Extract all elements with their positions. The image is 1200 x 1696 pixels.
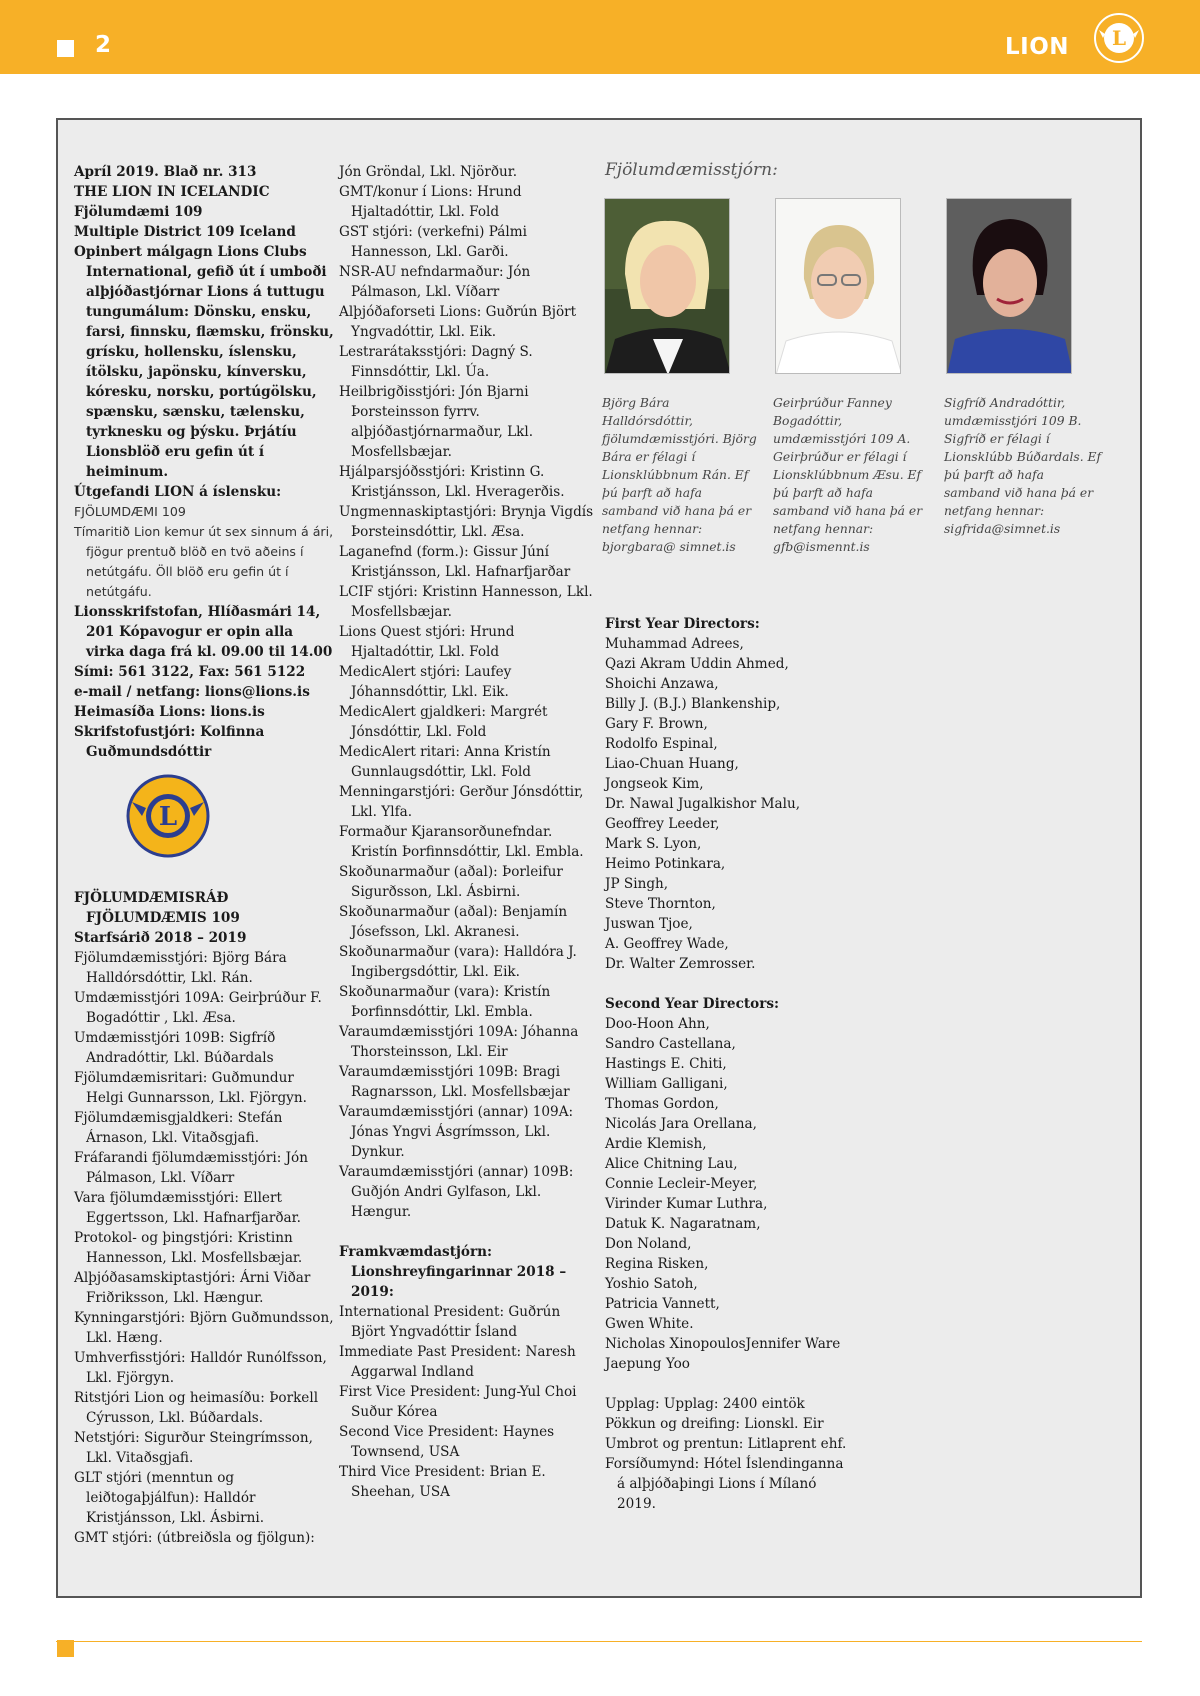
first-year-heading: First Year Directors:	[605, 616, 760, 632]
director-name: Connie Lecleir-Meyer,	[605, 1176, 758, 1192]
office-address: Lionsskrifstofan, Hlíðasmári 14, 201 Kópavogur er opin alla virka daga frá kl. 09.00 til 14.00	[74, 604, 333, 660]
executive-entry: Second Vice President: Haynes Townsend, USA	[339, 1424, 555, 1460]
role-entry: Heilbrigðisstjóri: Jón Bjarni Þorsteinsson fyrrv. alþjóðastjórnarmaður, Lkl. Mosfellsbæjar.	[339, 384, 534, 460]
council-term: Starfsárið 2018 – 2019	[74, 930, 247, 946]
director-name: Steve Thornton,	[605, 896, 716, 912]
council-heading-italic: Fjölumdæmisstjórn:	[605, 160, 778, 180]
director-name: Rodolfo Espinal,	[605, 736, 718, 752]
director-name: Thomas Gordon,	[605, 1096, 719, 1112]
director-name: Doo-Hoon Ahn,	[605, 1016, 710, 1032]
publisher-heading: Útgefandi LION á íslensku:	[74, 484, 282, 500]
director-name: Gwen White.	[605, 1316, 694, 1332]
page-marker-square	[57, 40, 74, 57]
svg-text:L: L	[158, 802, 178, 832]
portrait-photo	[946, 198, 1072, 374]
role-entry: Laganefnd (form.): Gissur Júní Kristjánsson, Lkl. Hafnarfjarðar	[339, 544, 571, 580]
council-entry: Umdæmisstjóri 109B: Sigfríð Andradóttir, Lkl. Búðardals	[74, 1030, 276, 1066]
layout-printing: Umbrot og prentun: Litlaprent ehf.	[605, 1436, 847, 1452]
footer-square	[57, 1640, 74, 1657]
page-number: 2	[95, 32, 112, 58]
role-entry: LCIF stjóri: Kristinn Hannesson, Lkl. Mosfellsbæjar.	[339, 584, 593, 620]
executive-heading: Framkvæmdastjórn: Lionshreyfingarinnar 2018 – 2019:	[339, 1244, 567, 1300]
role-entry: MedicAlert stjóri: Laufey Jóhannsdóttir, Lkl. Eik.	[339, 664, 512, 700]
role-entry: GMT/konur í Lions: Hrund Hjaltadóttir, Lkl. Fold	[339, 184, 522, 220]
role-entry: Varaumdæmisstjóri (annar) 109A: Jónas Yngvi Ásgrímsson, Lkl. Dynkur.	[339, 1104, 574, 1160]
director-name: Sandro Castellana,	[605, 1036, 736, 1052]
council-entry: Fjölumdæmisgjaldkeri: Stefán Árnason, Lkl. Vitaðsgjafi.	[74, 1110, 283, 1146]
director-name: Jongseok Kim,	[605, 776, 704, 792]
role-entry: Skoðunarmaður (aðal): Benjamín Jósefsson, Lkl. Akranesi.	[339, 904, 568, 940]
director-name: Gary F. Brown,	[605, 716, 708, 732]
director-name: Alice Chitning Lau,	[605, 1156, 738, 1172]
official-organ-text: Opinbert málgagn Lions Clubs International, gefið út í umboði alþjóðastjórnar Lions á tuttugu tungumálum: Dönsku, ensku, farsi, finnsku, flæmsku, frönsku, grísku, hollensku, íslensku, ítölsku, japönsku, kínversku, kóresku, norsku, portúgölsku, spænsku, sænsku, tælensku, tyrknesku og þýsku. Þrjátíu Lionsblöð eru gefin út í heiminum.	[74, 244, 334, 480]
executive-entry: International President: Guðrún Björt Yngvadóttir Ísland	[339, 1304, 561, 1340]
role-entry: Menningarstjóri: Gerður Jónsdóttir, Lkl. Ylfa.	[339, 784, 584, 820]
svg-text:L: L	[1111, 26, 1127, 50]
second-year-heading: Second Year Directors:	[605, 996, 780, 1012]
director-name: Nicholas XinopoulosJennifer Ware	[605, 1336, 841, 1352]
role-entry: Varaumdæmisstjóri 109A: Jóhanna Thorsteinsson, Lkl. Eir	[339, 1024, 579, 1060]
office-email: e-mail / netfang: lions@lions.is	[74, 684, 310, 700]
director-name: Qazi Akram Uddin Ahmed,	[605, 656, 789, 672]
role-entry: Skoðunarmaður (vara): Kristín Þorfinnsdóttir, Lkl. Embla.	[339, 984, 551, 1020]
council-entry: GLT stjóri (menntun og leiðtogaþjálfun): Halldór Kristjánsson, Lkl. Ásbirni.	[74, 1470, 265, 1526]
publisher-name: FJÖLUMDÆMI 109	[74, 504, 186, 519]
director-name: Billy J. (B.J.) Blankenship,	[605, 696, 781, 712]
director-name: Regina Risken,	[605, 1256, 709, 1272]
office-phone: Sími: 561 3122, Fax: 561 5122	[74, 664, 306, 680]
director-name: Dr. Walter Zemrosser.	[605, 956, 756, 972]
director-name: Liao-Chuan Huang,	[605, 756, 739, 772]
director-name: Shoichi Anzawa,	[605, 676, 719, 692]
director-name: Dr. Nawal Jugalkishor Malu,	[605, 796, 801, 812]
role-entry: MedicAlert ritari: Anna Kristín Gunnlaugsdóttir, Lkl. Fold	[339, 744, 551, 780]
director-name: A. Geoffrey Wade,	[605, 936, 729, 952]
council-entry: Alþjóðasamskiptastjóri: Árni Viðar Friðriksson, Lkl. Hængur.	[74, 1270, 311, 1306]
role-entry: Varaumdæmisstjóri 109B: Bragi Ragnarsson, Lkl. Mosfellsbæjar	[339, 1064, 570, 1100]
portrait-caption: Björg Bára Halldórsdóttir, fjölumdæmisstjóri. Björg Bára er félagi í Lionsklúbbnum Rán. Ef þú þarft að hafa samband við hana þá er netfang hennar: bjorgbara@ simnet.is	[602, 396, 757, 554]
director-name: Datuk K. Nagaratnam,	[605, 1216, 761, 1232]
director-name: William Galligani,	[605, 1076, 728, 1092]
role-entry: Skoðunarmaður (vara): Halldóra J. Ingibergsdóttir, Lkl. Eik.	[339, 944, 577, 980]
director-name: Patricia Vannett,	[605, 1296, 720, 1312]
office-manager: Skrifstofustjóri: Kolfinna Guðmundsdóttir	[74, 724, 265, 760]
portrait-caption: Sigfríð Andradóttir, umdæmisstjóri 109 B. Sigfríð er félagi í Lionsklúbb Búðardals. Ef þú þarft að hafa samband við hana þá er netfang hennar: sigfrida@simnet.is	[944, 396, 1102, 536]
council-entry: Fráfarandi fjölumdæmisstjóri: Jón Pálmason, Lkl. Víðarr	[74, 1150, 308, 1186]
council-entry: Umdæmisstjóri 109A: Geirþrúður F. Bogadóttir , Lkl. Æsa.	[74, 990, 322, 1026]
role-entry: Alþjóðaforseti Lions: Guðrún Björt Yngvadóttir, Lkl. Eik.	[339, 304, 577, 340]
masthead-column	[74, 162, 334, 762]
council-entry: Fjölumdæmisritari: Guðmundur Helgi Gunnarsson, Lkl. Fjörgyn.	[74, 1070, 307, 1106]
directors-column	[605, 614, 855, 1514]
lions-logo-icon	[1093, 12, 1145, 64]
council-column	[74, 888, 334, 1548]
role-entry: Varaumdæmisstjóri (annar) 109B: Guðjón Andri Gylfason, Lkl. Hængur.	[339, 1164, 574, 1220]
director-name: Mark S. Lyon,	[605, 836, 702, 852]
publication-frequency: Tímaritið Lion kemur út sex sinnum á ári, fjögur prentuð blöð en tvö aðeins í netútgáfu. Öll blöð eru gefin út í netútgáfu.	[74, 524, 334, 599]
role-entry: Lestrarátaksstjóri: Dagný S. Finnsdóttir, Lkl. Úa.	[339, 344, 533, 380]
executive-entry: Immediate Past President: Naresh Aggarwal Indland	[339, 1344, 576, 1380]
role-entry: Lions Quest stjóri: Hrund Hjaltadóttir, Lkl. Fold	[339, 624, 515, 660]
director-name: JP Singh,	[605, 876, 669, 892]
director-name: Geoffrey Leeder,	[605, 816, 720, 832]
magazine-name: LION	[1005, 34, 1070, 60]
role-entry: Skoðunarmaður (aðal): Þorleifur Sigurðsson, Lkl. Ásbirni.	[339, 864, 563, 900]
role-entry: NSR-AU nefndarmaður: Jón Pálmason, Lkl. Víðarr	[339, 264, 531, 300]
publication-title: THE LION IN ICELANDIC	[74, 184, 270, 200]
footer-rule	[56, 1641, 1142, 1642]
role-entry: Formaður Kjaransorðunefndar. Kristín Þorfinnsdóttir, Lkl. Embla.	[339, 824, 584, 860]
council-entry: Umhverfisstjóri: Halldór Runólfsson, Lkl. Fjörgyn.	[74, 1350, 327, 1386]
portrait-photo	[775, 198, 901, 374]
portrait-photo	[604, 198, 730, 374]
council-entry: GMT stjóri: (útbreiðsla og fjölgun):	[74, 1530, 315, 1546]
director-name: Hastings E. Chiti,	[605, 1056, 727, 1072]
director-name: Virinder Kumar Luthra,	[605, 1196, 768, 1212]
council-entry: Fjölumdæmisstjóri: Björg Bára Halldórsdóttir, Lkl. Rán.	[74, 950, 287, 986]
director-name: Don Noland,	[605, 1236, 692, 1252]
portrait-caption: Geirþrúður Fanney Bogadóttir, umdæmisstjóri 109 A. Geirþrúður er félagi í Lionsklúbbnum Æsu. Ef þú þarft að hafa samband við hana þá er netfang hennar: gfb@ismennt.is	[773, 396, 923, 554]
director-name: Yoshio Satoh,	[605, 1276, 698, 1292]
roles-column	[339, 162, 597, 1502]
website: Heimasíða Lions: lions.is	[74, 704, 265, 720]
council-entry: Protokol- og þingstjóri: Kristinn Hannesson, Lkl. Mosfellsbæjar.	[74, 1230, 303, 1266]
role-entry: Ungmennaskiptastjóri: Brynja Vigdís Þorsteinsdóttir, Lkl. Æsa.	[339, 504, 594, 540]
role-entry: MedicAlert gjaldkeri: Margrét Jónsdóttir, Lkl. Fold	[339, 704, 548, 740]
director-name: Ardie Klemish,	[605, 1136, 707, 1152]
council-entry: Ritstjóri Lion og heimasíðu: Þorkell Cýrusson, Lkl. Búðardals.	[74, 1390, 319, 1426]
print-run: Upplag: Upplag: 2400 eintök	[605, 1396, 805, 1412]
director-name: Jaepung Yoo	[605, 1356, 690, 1372]
district-line: Fjölumdæmi 109	[74, 204, 203, 220]
cover-photo-credit: Forsíðumynd: Hótel Íslendinganna á alþjóðaþingi Lions í Mílanó 2019.	[605, 1456, 844, 1512]
role-entry: Hjálparsjóðsstjóri: Kristinn G. Kristjánsson, Lkl. Hveragerðis.	[339, 464, 565, 500]
council-heading: FJÖLUMDÆMISRÁÐ FJÖLUMDÆMIS 109	[74, 890, 240, 926]
role-entry: GST stjóri: (verkefni) Pálmi Hannesson, Lkl. Garði.	[339, 224, 527, 260]
director-name: Heimo Potinkara,	[605, 856, 726, 872]
district-english: Multiple District 109 Iceland	[74, 224, 296, 240]
council-entry: Netstjóri: Sigurður Steingrímsson, Lkl. Vitaðsgjafi.	[74, 1430, 313, 1466]
issue-line: Apríl 2019. Blað nr. 313	[74, 164, 257, 180]
director-name: Juswan Tjoe,	[605, 916, 693, 932]
executive-entry: Third Vice President: Brian E. Sheehan, USA	[339, 1464, 546, 1500]
lions-international-logo	[124, 772, 212, 860]
executive-entry: First Vice President: Jung-Yul Choi Suður Kórea	[339, 1384, 577, 1420]
director-name: Nicolás Jara Orellana,	[605, 1116, 757, 1132]
packing-distribution: Pökkun og dreifing: Lionskl. Eir	[605, 1416, 824, 1432]
director-name: Muhammad Adrees,	[605, 636, 744, 652]
council-entry: Kynningarstjóri: Björn Guðmundsson, Lkl. Hæng.	[74, 1310, 334, 1346]
role-entry: Jón Gröndal, Lkl. Njörður.	[339, 164, 518, 180]
council-entry: Vara fjölumdæmisstjóri: Ellert Eggertsson, Lkl. Hafnarfjarðar.	[74, 1190, 301, 1226]
